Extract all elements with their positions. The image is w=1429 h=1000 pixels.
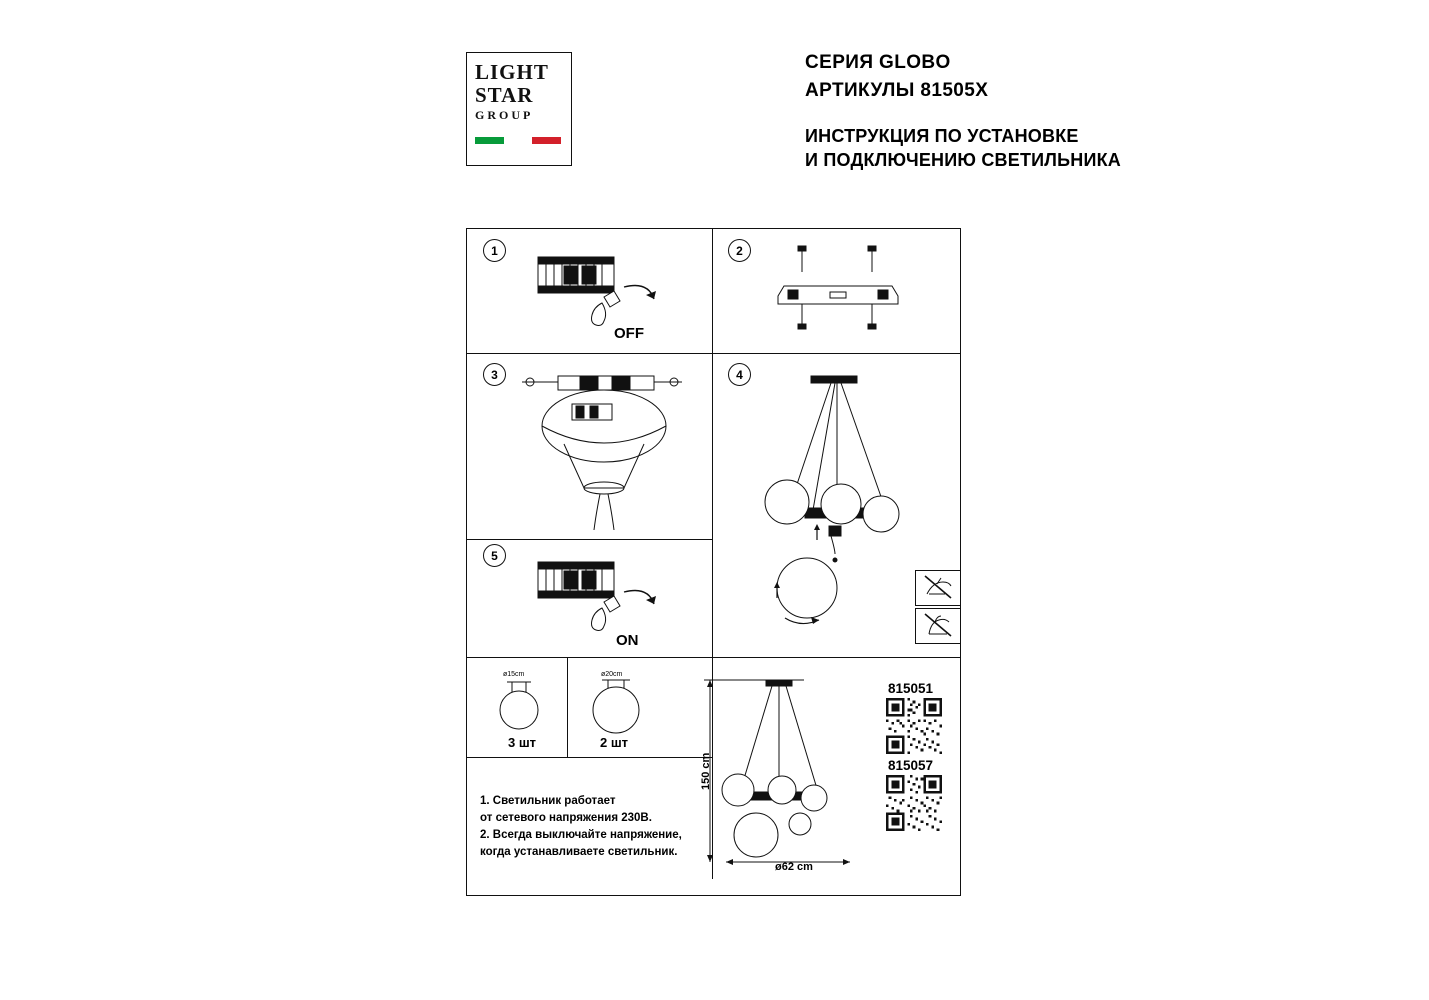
step-number-1: 1: [483, 239, 506, 262]
logo-line-1: LIGHT: [475, 60, 549, 84]
globe-2-illustration: [580, 676, 652, 734]
divider-h-3: [467, 657, 712, 658]
globe-2-size-label: ø20cm: [601, 671, 623, 678]
italian-flag-icon: [475, 137, 561, 144]
logo-line-2: STAR: [475, 83, 534, 107]
diameter-dimension-label: ø62 cm: [775, 861, 813, 873]
divider-h-4: [467, 757, 712, 758]
step2-mounting-bracket-illustration: [760, 240, 920, 340]
divider-vertical-top: [712, 229, 713, 657]
subtitle-line-1: ИНСТРУКЦИЯ ПО УСТАНОВКЕ: [805, 126, 1079, 146]
step-number-2: 2: [728, 239, 751, 262]
product-code-2: 815057: [888, 758, 934, 773]
step5-switch-illustration: [520, 550, 660, 655]
step5-caption: ON: [616, 632, 639, 649]
note-line-2: от сетевого напряжения 230В.: [480, 812, 652, 824]
globe-1-quantity: 3 шт: [508, 735, 537, 750]
series-title: СЕРИЯ GLOBO: [805, 52, 951, 73]
divider-h-3b: [712, 657, 961, 658]
step-number-4: 4: [728, 363, 751, 386]
no-cloth-wipe-icon: [915, 570, 961, 606]
divider-vertical-globes: [567, 657, 568, 757]
qr-code-2: [886, 775, 942, 831]
step1-caption: OFF: [614, 325, 644, 342]
globe-1-illustration: [489, 678, 549, 734]
logo-line-3: GROUP: [475, 108, 534, 122]
logo-text-block: [475, 61, 565, 123]
step-number-3: 3: [483, 363, 506, 386]
product-code-1: 815051: [888, 681, 934, 696]
note-line-1: 1. Светильник работает: [480, 795, 616, 807]
divider-h-1b: [712, 353, 961, 354]
note-line-4: когда устанавливаете светильник.: [480, 846, 678, 858]
safety-notes: [480, 793, 695, 861]
product-dimension-illustration: [700, 672, 870, 877]
step-number-5: 5: [483, 544, 506, 567]
article-title: АРТИКУЛЫ 81505X: [805, 80, 989, 101]
note-line-3: 2. Всегда выключайте напряжение,: [480, 829, 682, 841]
step3-canopy-assembly-illustration: [512, 368, 702, 548]
divider-h-1: [467, 353, 712, 354]
brand-logo: [466, 52, 572, 166]
globe-1-size-label: ø15cm: [503, 671, 525, 678]
globe-2-quantity: 2 шт: [600, 735, 629, 750]
qr-code-1: [886, 698, 942, 754]
height-dimension-label: 150 cm: [700, 752, 712, 790]
no-hand-touch-icon: [915, 608, 961, 644]
subtitle-line-2: И ПОДКЛЮЧЕНИЮ СВЕТИЛЬНИКА: [805, 150, 1121, 170]
